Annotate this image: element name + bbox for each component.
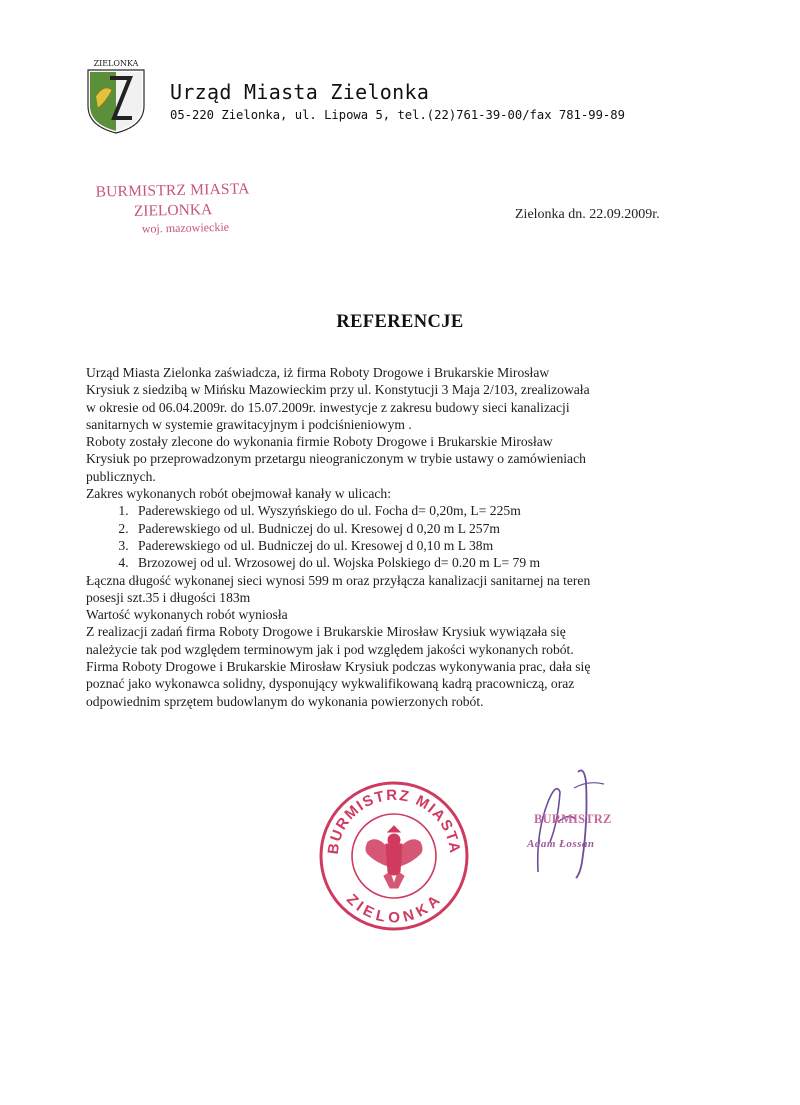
signature-stamp-title: BURMISTRZ (534, 812, 612, 826)
mayor-header-stamp (87, 180, 258, 238)
body-line: Łączna długość wykonanej sieci wynosi 599 m oraz przyłącza kanalizacji sanitarnej na teren (86, 572, 591, 588)
scope-item: 3. Paderewskiego od ul. Budniczej do ul. Kresowej d 0,10 m L 38m (132, 537, 686, 554)
value-line: Wartość wykonanych robót wyniosła (86, 607, 288, 623)
office-address: 05-220 Zielonka, ul. Lipowa 5, tel.(22)761-39-00/fax 781-99-89 (170, 108, 625, 122)
body-line: należycie tak pod względem terminowym jak i pod względem jakości wykonanych robót. (86, 641, 574, 657)
scope-intro: Zakres wykonanych robót obejmował kanały w ulicach: (86, 486, 392, 502)
svg-text:BURMISTRZ MIASTA: BURMISTRZ MIASTA (324, 786, 464, 856)
body-line: Roboty zostały zlecone do wykonania firmie Roboty Drogowe i Brukarskie Mirosław (86, 434, 553, 450)
office-name: Urząd Miasta Zielonka (170, 80, 430, 104)
document-title: REFERENCJE (336, 312, 464, 332)
body-line: Z realizacji zadań firma Roboty Drogowe i Brukarskie Mirosław Krysiuk wywiązała się (86, 624, 566, 640)
official-round-seal (318, 780, 470, 932)
body-line: w okresie od 06.04.2009r. do 15.07.2009r. inwestycje z zakresu budowy sieci kanalizacji (86, 399, 570, 415)
document-body (86, 364, 686, 710)
body-line: posesji szt.35 i długości 183m (86, 589, 251, 605)
stamp-line-3: woj. mazowieckie (141, 219, 230, 236)
signature-stamp-name: Adam Łossan (527, 838, 595, 850)
body-line: Firma Roboty Drogowe i Brukarskie Mirosław Krysiuk podczas wykonywania prac, dała się (86, 659, 591, 675)
eagle-emblem-icon (366, 826, 422, 888)
document-date: Zielonka dn. 22.09.2009r. (515, 207, 660, 222)
scope-item: 4. Brzozowej od ul. Wrzosowej do ul. Wojska Polskiego d= 0.20 m L= 79 m (132, 554, 686, 571)
stamp-line-1: BURMISTRZ MIASTA (95, 180, 250, 201)
body-line: sanitarnych w systemie grawitacyjnym i podciśnieniowym . (86, 416, 412, 432)
body-line: Krysiuk po przeprowadzonym przetargu nieograniczonym w trybie ustawy o zamówieniach (86, 451, 586, 467)
scope-list (86, 502, 686, 571)
svg-text:ZIELONKA: ZIELONKA (93, 59, 139, 68)
body-line: Krysiuk z siedzibą w Mińsku Mazowieckim przy ul. Konstytucji 3 Maja 2/103, zrealizowała (86, 382, 590, 398)
stamp-line-2: ZIELONKA (133, 201, 213, 220)
zielonka-crest-logo (86, 56, 146, 134)
body-line: odpowiednim sprzętem budowlanym do wykonania powierzonych robót. (86, 693, 484, 709)
scope-item: 2. Paderewskiego od ul. Budniczej do ul. Kresowej d 0,20 m L 257m (132, 520, 686, 537)
body-line: Urząd Miasta Zielonka zaświadcza, iż firma Roboty Drogowe i Brukarskie Mirosław (86, 365, 550, 380)
scope-item: 1. Paderewskiego od ul. Wyszyńskiego do ul. Focha d= 0,20m, L= 225m (132, 502, 686, 519)
body-line: publicznych. (86, 468, 156, 484)
svg-text:ZIELONKA: ZIELONKA (343, 890, 445, 927)
body-line: poznać jako wykonawca solidny, dysponujący wykwalifikowaną kadrą pracowniczą, oraz (86, 676, 575, 692)
